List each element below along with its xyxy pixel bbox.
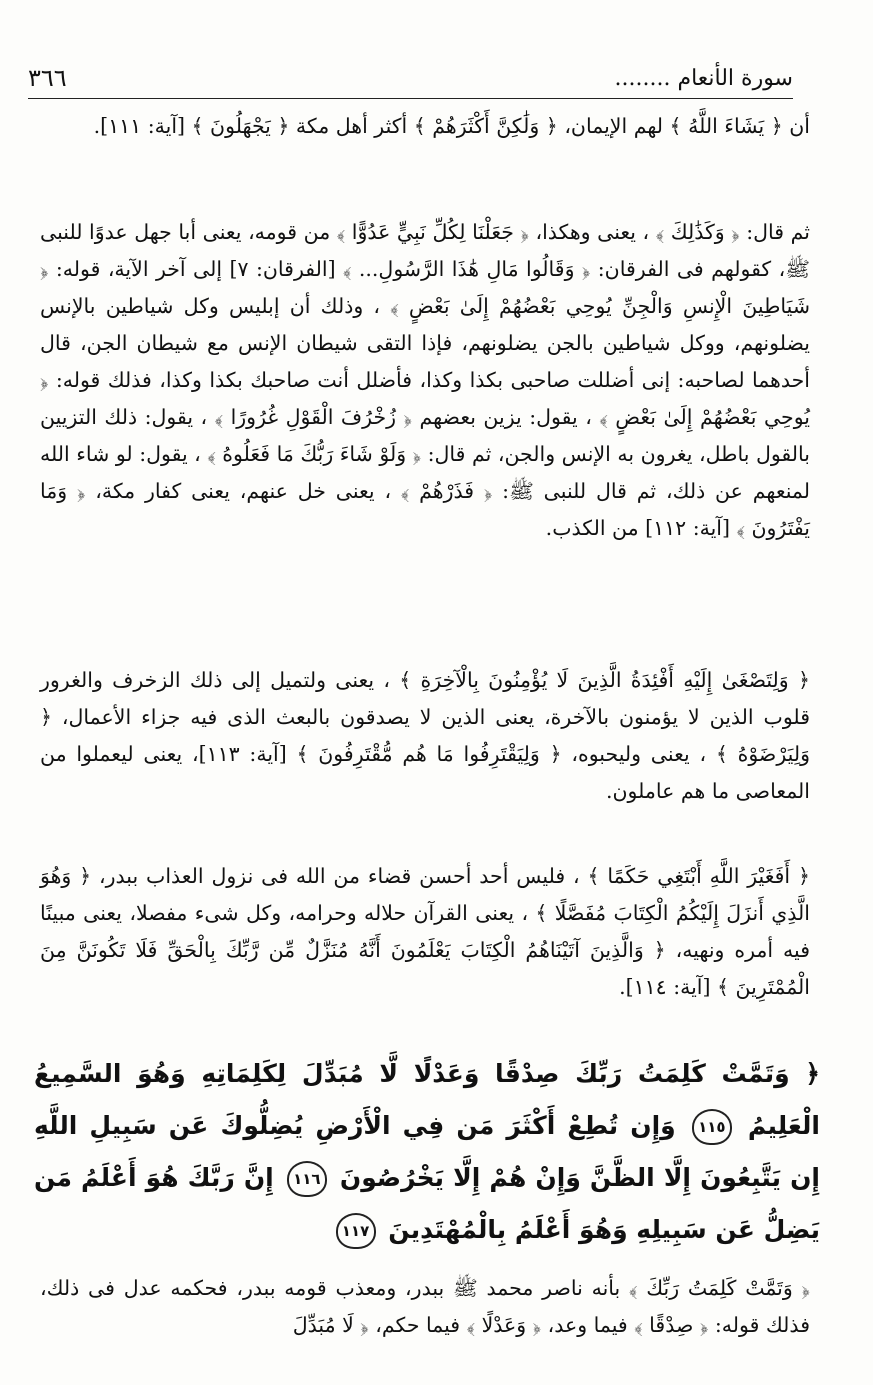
page-header (28, 58, 793, 99)
verse-115: ﴿ وَتَمَّتْ كَلِمَتُ رَبِّكَ صِدْقًا وَعَدْلًا لَّا مُبَدِّلَ لِكَلِمَاتِهِ وَهُوَ السَّمِيعُ الْعَلِيمُ (34, 1059, 820, 1140)
ayah-number-116: ١١٦ (287, 1161, 327, 1197)
paragraph-2: ثم قال: ﴿ وَكَذَٰلِكَ ﴾ ، يعنى وهكذا، ﴿ جَعَلْنَا لِكُلِّ نَبِيٍّ عَدُوًّا ﴾ من قومه، يعنى أبا جهل عدوًا للنبى ﷺ، كقولهم فى الفرقان: ﴿ وَقَالُوا مَالِ هَٰذَا الرَّسُولِ... ﴾ [الفرقان: ٧] إلى آخر الآية، قوله: ﴿ شَيَاطِينَ الْإِنسِ وَالْجِنِّ يُوحِي بَعْضُهُمْ إِلَىٰ بَعْضٍ ﴾ ، وذلك أن إبليس وكل شياطين بالإنس يضلونهم، ووكل شياطين بالجن يضلونهم، فإذا التقى شيطان الإنس مع شيطان الجن، قال أحدهما لصاحبه: إنى أضللت صاحبى بكذا وكذا، فأضلل أنت صاحبك بكذا وكذا، فذلك قوله: ﴿ يُوحِي بَعْضُهُمْ إِلَىٰ بَعْضٍ ﴾ ، يقول: يزين بعضهم ﴿ زُخْرُفَ الْقَوْلِ غُرُورًا ﴾ ، يقول: ذلك التزيين بالقول باطل، يغرون به الإنس والجن، ثم قال: ﴿ وَلَوْ شَاءَ رَبُّكَ مَا فَعَلُوهُ ﴾ ، يقول: لو شاء الله لمنعهم عن ذلك، ثم قال للنبى ﷺ: ﴿ فَذَرْهُمْ ﴾ ، يعنى خل عنهم، يعنى كفار مكة، ﴿ وَمَا يَفْتَرُونَ ﴾ [آية: ١١٢] من الكذب. (40, 220, 811, 540)
paragraph-1: أن ﴿ يَشَاءَ اللَّهُ ﴾ لهم الإيمان، ﴿ وَلَٰكِنَّ أَكْثَرَهُمْ ﴾ أكثر أهل مكة ﴿ يَجْهَلُونَ ﴾ [آية: ١١١]. (93, 114, 810, 138)
page-number: ٣٦٦ (28, 64, 67, 92)
surah-title: سورة الأنعام (677, 65, 793, 91)
header-title-group (615, 66, 793, 91)
header-dots: ........ (614, 65, 671, 91)
verse-117: إِنَّ رَبَّكَ هُوَ أَعْلَمُ مَن يَضِلُّ عَن سَبِيلِهِ وَهُوَ أَعْلَمُ بِالْمُهْتَدِينَ (34, 1163, 820, 1244)
ayah-number-117: ١١٧ (336, 1213, 376, 1249)
paragraph-4: ﴿ أَفَغَيْرَ اللَّهِ أَبْتَغِي حَكَمًا ﴾ ، فليس أحد أحسن قضاء من الله فى نزول العذاب ببدر، ﴿ وَهُوَ الَّذِي أَنزَلَ إِلَيْكُمُ الْكِتَابَ مُفَصَّلًا ﴾ ، يعنى القرآن حلاله وحرامه، وكل شىء مفصلا، يعنى مبينًا فيه أمره ونهيه، ﴿ وَالَّذِينَ آتَيْنَاهُمُ الْكِتَابَ يَعْلَمُونَ أَنَّهُ مُنَزَّلٌ مِّن رَّبِّكَ بِالْحَقِّ فَلَا تَكُونَنَّ مِنَ الْمُمْتَرِينَ ﴾ [آية: ١١٤]. (40, 864, 810, 999)
verse-116: وَإِن تُطِعْ أَكْثَرَ مَن فِي الْأَرْضِ يُضِلُّوكَ عَن سَبِيلِ اللَّهِ إِن يَتَّبِعُونَ إِلَّا الظَّنَّ وَإِنْ هُمْ إِلَّا يَخْرُصُونَ (34, 1111, 820, 1192)
ayah-number-115: ١١٥ (692, 1109, 732, 1145)
quran-verses-block (34, 1048, 820, 1256)
paragraph-3: ﴿ وَلِتَصْغَىٰ إِلَيْهِ أَفْئِدَةُ الَّذِينَ لَا يُؤْمِنُونَ بِالْآخِرَةِ ﴾ ، يعنى ولتميل إلى ذلك الزخرف والغرور قلوب الذين لا يؤمنون بالآخرة، يعنى الذين لا يصدقون بالبعث الذى فيه جزاء الأعمال، ﴿ وَلِيَرْضَوْهُ ﴾ ، يعنى وليحبوه، ﴿ وَلِيَقْتَرِفُوا مَا هُم مُّقْتَرِفُونَ ﴾ [آية: ١١٣]، يعنى ليعملوا من المعاصى ما هم عاملون. (40, 668, 810, 803)
paragraph-5: ﴿ وَتَمَّتْ كَلِمَتُ رَبِّكَ ﴾ بأنه ناصر محمد ﷺ ببدر، ومعذب قومه ببدر، فحكمه عدل فى ذلك، فذلك قوله: ﴿ صِدْقًا ﴾ فيما وعد، ﴿ وَعَدْلًا ﴾ فيما حكم، ﴿ لَا مُبَدِّلَ (40, 1276, 810, 1337)
